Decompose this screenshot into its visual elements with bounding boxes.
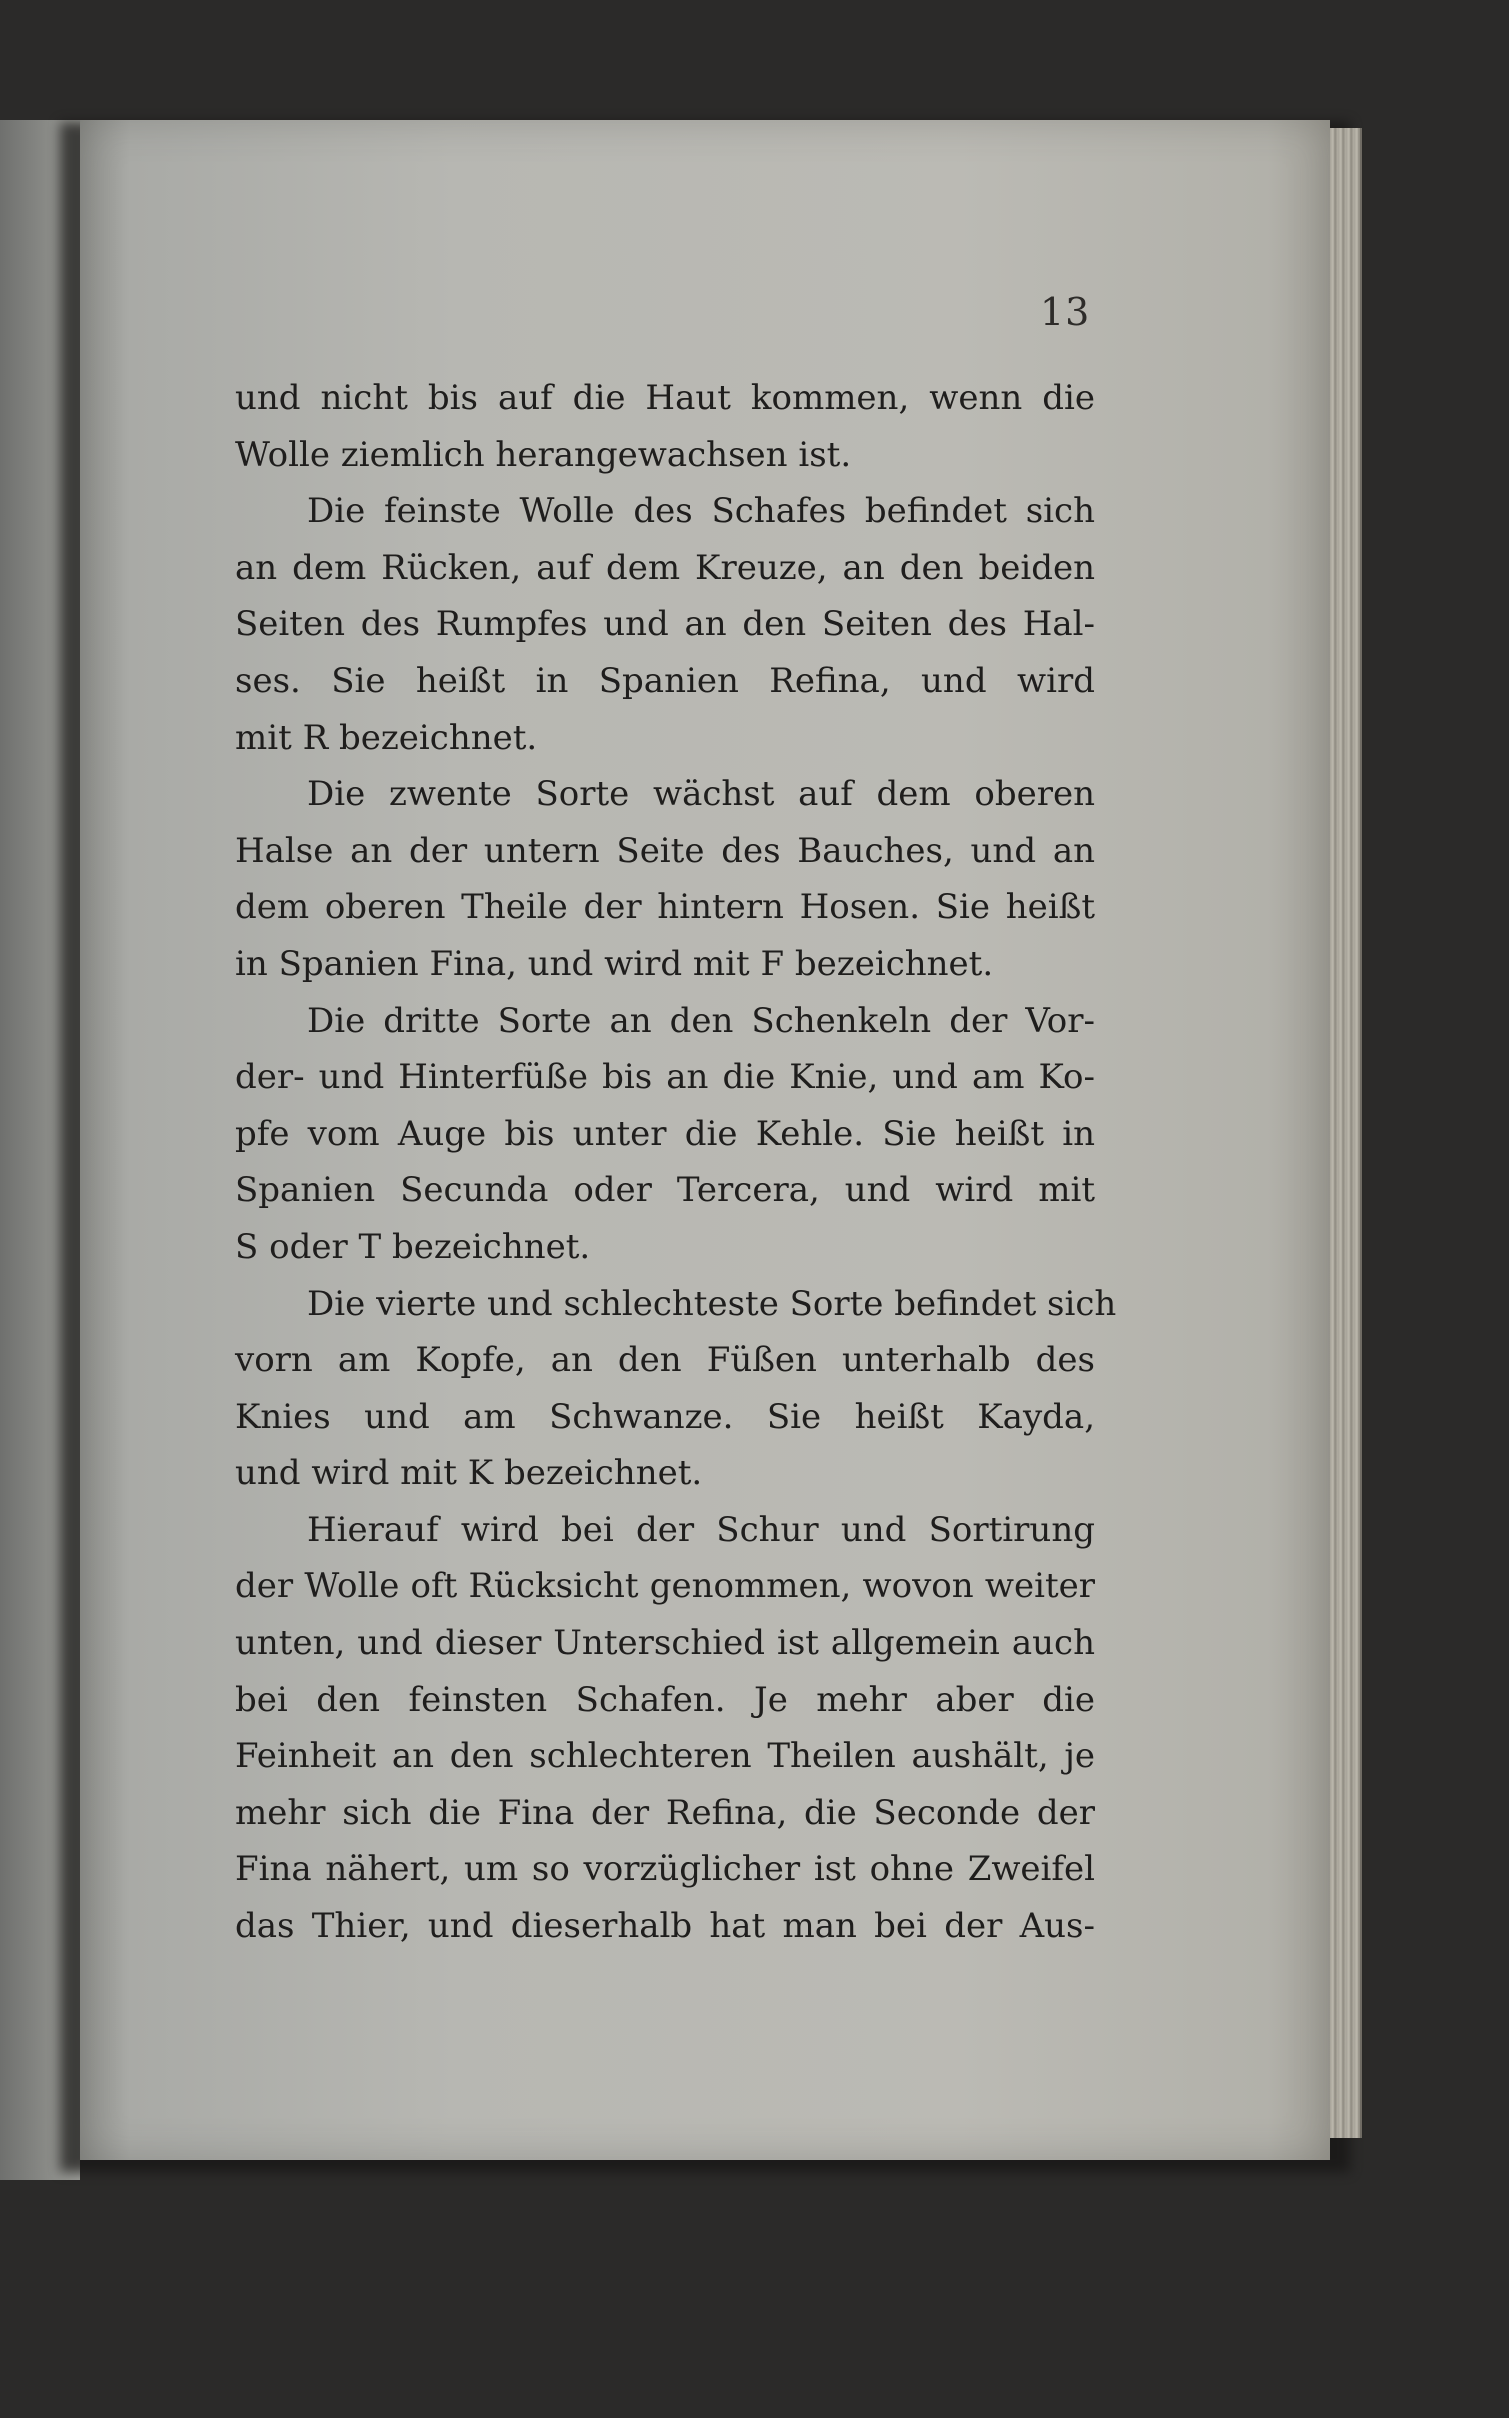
text-line: S oder T bezeichnet. bbox=[235, 1226, 591, 1267]
text-line: das Thier, und dieserhalb hat man bei der Aus- bbox=[235, 1906, 1095, 1947]
text-line: Knies und am Schwanze. Sie heißt Kayda, bbox=[235, 1396, 1095, 1437]
text-line: Spanien Secunda oder Tercera, und wird mit bbox=[235, 1170, 1095, 1211]
text-line: ses. Sie heißt in Spanien Refina, und wird bbox=[235, 660, 1095, 701]
text-line: Die dritte Sorte an den Schenkeln der Vor- bbox=[307, 1000, 1095, 1041]
text-line: pfe vom Auge bis unter die Kehle. Sie heißt in bbox=[235, 1113, 1095, 1154]
text-line: der Wolle oft Rücksicht genommen, wovon weiter bbox=[235, 1566, 1095, 1607]
body-text bbox=[235, 370, 1117, 1955]
text-line: Feinheit an den schlechteren Theilen aushält, je bbox=[235, 1736, 1095, 1777]
text-line: in Spanien Fina, und wird mit F bezeichnet. bbox=[235, 943, 994, 984]
text-line: Seiten des Rumpfes und an den Seiten des Hal- bbox=[235, 604, 1095, 645]
text-line: mehr sich die Fina der Refina, die Seconde der bbox=[235, 1792, 1095, 1833]
text-line: an dem Rücken, auf dem Kreuze, an den beiden bbox=[235, 547, 1095, 588]
text-line: mit R bezeichnet. bbox=[235, 717, 538, 758]
text-line: vorn am Kopfe, an den Füßen unterhalb des bbox=[235, 1340, 1095, 1381]
text-line: und nicht bis auf die Haut kommen, wenn die bbox=[235, 378, 1095, 418]
text-line: Die feinste Wolle des Schafes befindet sich bbox=[307, 491, 1095, 532]
text-line: bei den feinsten Schafen. Je mehr aber die bbox=[235, 1679, 1095, 1720]
text-line: Wolle ziemlich herangewachsen ist. bbox=[235, 434, 852, 475]
text-line: der- und Hinterfüße bis an die Knie, und am Ko- bbox=[235, 1057, 1095, 1098]
text-line: Halse an der untern Seite des Bauches, und an bbox=[235, 830, 1095, 871]
text-line: unten, und dieser Unterschied ist allgemein auch bbox=[235, 1623, 1095, 1664]
text-line: Die zwente Sorte wächst auf dem oberen bbox=[307, 774, 1095, 815]
text-line: Die vierte und schlechteste Sorte befindet sich bbox=[307, 1283, 1117, 1324]
text-line: und wird mit K bezeichnet. bbox=[235, 1453, 703, 1494]
text-line: Hierauf wird bei der Schur und Sortirung bbox=[307, 1509, 1095, 1550]
text-line: dem oberen Theile der hintern Hosen. Sie heißt bbox=[235, 887, 1095, 928]
page-number: 13 bbox=[1040, 290, 1091, 334]
text-line: Fina nähert, um so vorzüglicher ist ohne Zweifel bbox=[235, 1849, 1095, 1890]
